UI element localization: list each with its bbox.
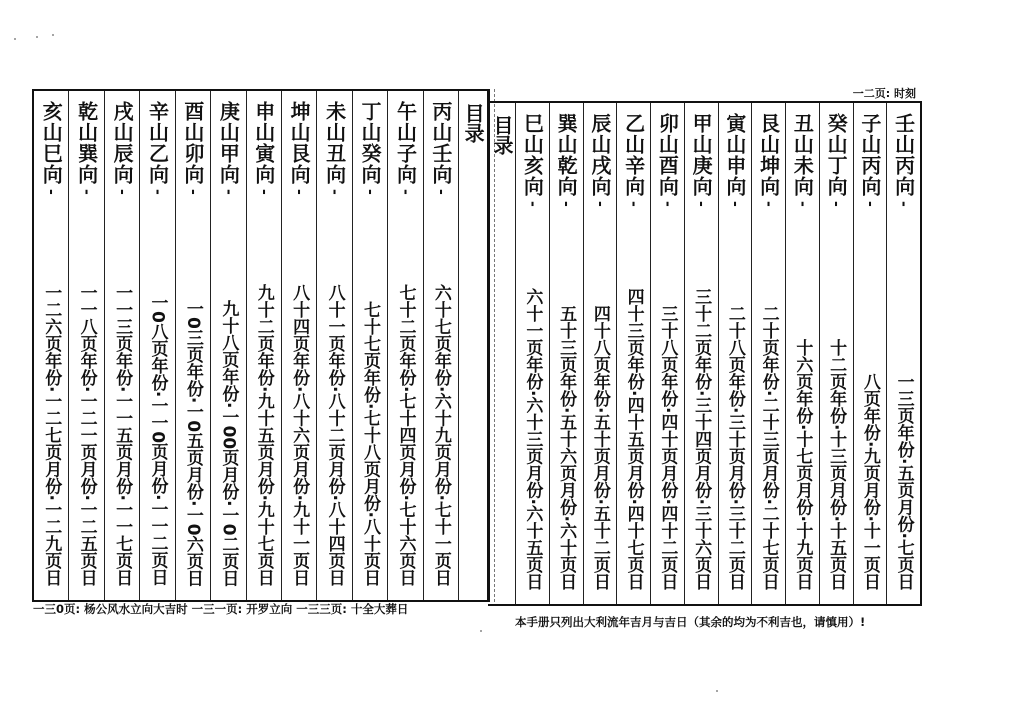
mountain-direction: 酉山卯向 - bbox=[180, 101, 206, 196]
mountain-direction: 辛山乙向 - bbox=[144, 101, 170, 196]
toc-column bbox=[617, 103, 651, 604]
mountain-direction: 未山丑向 - bbox=[322, 101, 348, 196]
page-references: 十二页年份·十三页月份·十五页日 bbox=[826, 339, 847, 590]
mountain-direction: 乾山巽向 - bbox=[74, 101, 100, 196]
mountain-direction: 巽山乾向 - bbox=[553, 113, 579, 208]
toc-column bbox=[282, 91, 317, 600]
page-references: 一0三页年份·一0五页月份·一0六页日 bbox=[182, 299, 203, 586]
right-toc-table bbox=[488, 101, 922, 606]
page-references: 一0八页年份·一一0页月份·一一二页日 bbox=[147, 294, 168, 586]
left-toc-table bbox=[32, 89, 490, 602]
mountain-direction: 庚山甲向 - bbox=[215, 101, 241, 196]
toc-column bbox=[516, 103, 550, 604]
toc-column bbox=[34, 91, 69, 600]
page-references: 二十页年份·二十三页月份·二十七页日 bbox=[758, 305, 779, 590]
toc-title-column bbox=[459, 91, 487, 600]
mountain-direction: 午山子向 - bbox=[392, 101, 418, 196]
page-references: 六十一页年份·六十三页月份·六十五页日 bbox=[522, 288, 543, 590]
page-references: 六十七页年份·六十九页月份·七十一页日 bbox=[430, 284, 451, 586]
toc-column bbox=[651, 103, 685, 604]
footer-left-note: 一三0页: 杨公风水立向大吉时 一三一页: 开罗立向 一三三页: 十全大葬日 bbox=[33, 602, 409, 616]
toc-column bbox=[854, 103, 888, 604]
mountain-direction: 乙山辛向 - bbox=[621, 113, 647, 208]
page-references: 五十三页年份·五十六页月份·六十页日 bbox=[556, 305, 577, 590]
toc-column bbox=[353, 91, 388, 600]
scan-speck bbox=[480, 630, 482, 632]
page-references: 一二六页年份·一二七页月份·一二九页日 bbox=[41, 284, 62, 586]
page-references: 九十二页年份·九十五页月份·九十七页日 bbox=[253, 284, 274, 586]
mountain-direction: 丁山癸向 - bbox=[357, 101, 383, 196]
page-references: 七十七页年份·七十八页月份·八十页日 bbox=[360, 301, 381, 586]
page-references: 二十八页年份·三十页月份·三十二页日 bbox=[724, 305, 745, 590]
toc-column bbox=[388, 91, 423, 600]
mountain-direction: 癸山丁向 - bbox=[823, 113, 849, 208]
toc-title: 目录 bbox=[490, 115, 514, 155]
scan-speck bbox=[36, 36, 38, 38]
mountain-direction: 卯山酉向 - bbox=[654, 113, 680, 208]
mountain-direction: 坤山艮向 - bbox=[286, 101, 312, 196]
page-references: 四十八页年份·五十页月份·五十二页日 bbox=[589, 305, 610, 590]
toc-title: 目录 bbox=[461, 103, 486, 143]
mountain-direction: 巳山亥向 - bbox=[519, 113, 545, 208]
page-references: 十六页年份·十七页月份·十九页日 bbox=[792, 339, 813, 590]
toc-column bbox=[786, 103, 820, 604]
toc-column bbox=[887, 103, 920, 604]
mountain-direction: 丑山未向 - bbox=[789, 113, 815, 208]
footer-right-note: 本手册只列出大利流年吉月与吉日（其余的均为不利吉也，请慎用）! bbox=[515, 615, 866, 629]
mountain-direction: 壬山丙向 - bbox=[891, 113, 917, 208]
scan-speck bbox=[14, 38, 16, 40]
toc-column bbox=[105, 91, 140, 600]
mountain-direction: 艮山坤向 - bbox=[756, 113, 782, 208]
mountain-direction: 寅山申向 - bbox=[722, 113, 748, 208]
page-references: 七十二页年份·七十四页月份·七十六页日 bbox=[395, 284, 416, 586]
toc-column bbox=[140, 91, 175, 600]
page-references: 八页年份·九页月份·十一页日 bbox=[859, 373, 880, 590]
page-references: 八十一页年份·八十二页月份·八十四页日 bbox=[324, 284, 345, 586]
toc-column bbox=[69, 91, 104, 600]
toc-column bbox=[317, 91, 352, 600]
page-references: 一一三页年份·一一五页月份·一一七页日 bbox=[112, 284, 133, 586]
toc-column bbox=[211, 91, 246, 600]
mountain-direction: 亥山巳向 - bbox=[38, 101, 64, 196]
toc-column bbox=[176, 91, 211, 600]
toc-column bbox=[550, 103, 584, 604]
mountain-direction: 甲山庚向 - bbox=[688, 113, 714, 208]
mountain-direction: 子山丙向 - bbox=[857, 113, 883, 208]
toc-title-column bbox=[488, 103, 516, 604]
toc-column bbox=[752, 103, 786, 604]
page-references: 一一八页年份·一二一页月份·一二五页日 bbox=[76, 284, 97, 586]
page-references: 一三页年份·五页月份·七页日 bbox=[893, 373, 914, 590]
page-references: 三十二页年份·三十四页月份·三十六页日 bbox=[691, 288, 712, 590]
page-references: 三十八页年份·四十页月份·四十二页日 bbox=[657, 305, 678, 590]
mountain-direction: 辰山戌向 - bbox=[587, 113, 613, 208]
mountain-direction: 丙山壬向 - bbox=[428, 101, 454, 196]
page-references: 四十三页年份·四十五页月份·四十七页日 bbox=[623, 288, 644, 590]
scan-speck bbox=[52, 34, 54, 36]
mountain-direction: 申山寅向 - bbox=[251, 101, 277, 196]
toc-column bbox=[424, 91, 459, 600]
page-references: 九十八页年份·一00页月份·一0二页日 bbox=[218, 299, 239, 586]
toc-column bbox=[820, 103, 854, 604]
mountain-direction: 戌山辰向 - bbox=[109, 101, 135, 196]
toc-column bbox=[719, 103, 753, 604]
toc-column bbox=[247, 91, 282, 600]
toc-column bbox=[685, 103, 719, 604]
scan-speck bbox=[716, 690, 718, 692]
toc-column bbox=[584, 103, 618, 604]
header-note: 一二页: 时刻 bbox=[852, 87, 916, 100]
page-references: 八十四页年份·八十六页月份·九十一页日 bbox=[289, 284, 310, 586]
